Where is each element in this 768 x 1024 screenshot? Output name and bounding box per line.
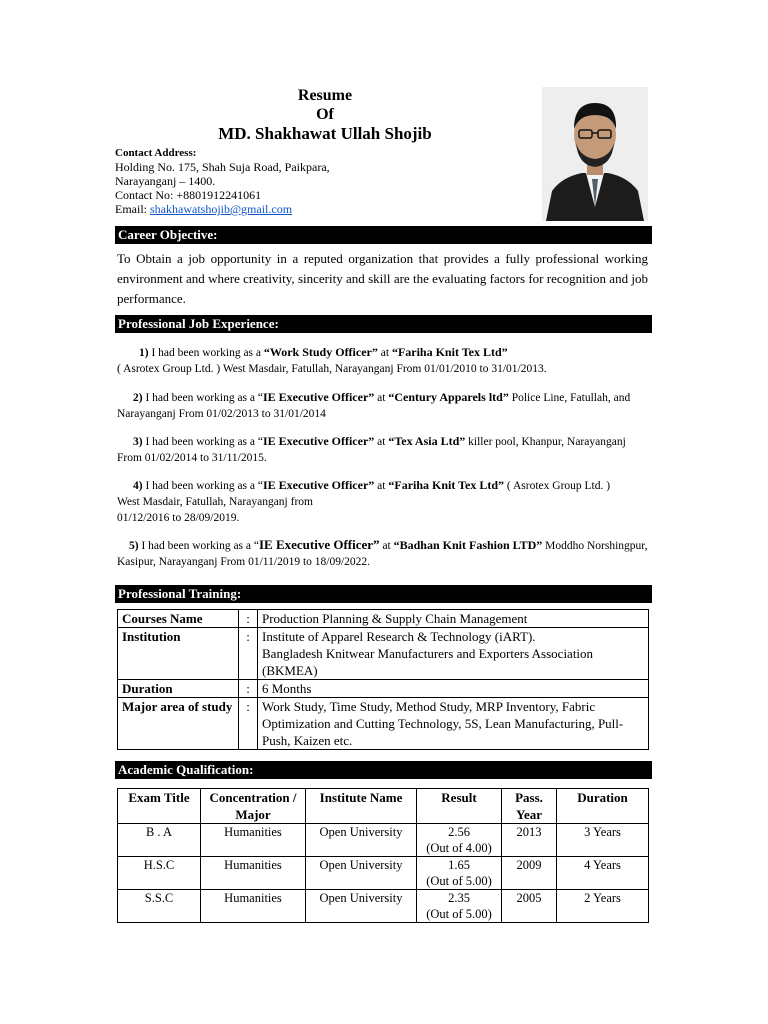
- job-details: ( Asrotex Group Ltd. ) West Masdair, Fatullah, Narayanganj from: [117, 480, 611, 508]
- job-role: IE Executive Officer”: [262, 478, 375, 492]
- job-entry-4: 4) I had been working as a “IE Executive Officer” at “Fariha Knit Tex Ltd” ( Asrotex Group Ltd. ) West Masdair, Fatullah, Narayanganj from 01/12/2016 to 28/09/2019.: [117, 478, 611, 524]
- exam-title: B . A: [118, 824, 201, 857]
- person-photo-icon: [542, 87, 648, 221]
- candidate-name: MD. Shakhawat Ullah Shojib: [218, 124, 432, 143]
- duration: 3 Years: [557, 824, 649, 857]
- job-details: Moddho Norshingpur, Kasipur, Narayanganj From 01/11/2019 to 18/09/2022.: [117, 540, 648, 568]
- training-key: Major area of study: [118, 698, 239, 750]
- training-value: Institute of Apparel Research & Technology (iART). Bangladesh Knitwear Manufacturers and Exporters Association (BKMEA): [258, 628, 649, 680]
- address-line-2: Narayanganj – 1400.: [115, 174, 216, 188]
- training-colon: :: [239, 698, 258, 750]
- job-details: killer pool, Khanpur, Narayanganj From 01/02/2014 to 31/11/2015.: [117, 436, 626, 464]
- training-value: Production Planning & Supply Chain Management: [258, 610, 649, 628]
- job-details: ( Asrotex Group Ltd. ) West Masdair, Fatullah, Narayanganj From 01/01/2010 to 31/01/2013.: [117, 363, 547, 375]
- column-header: Concentration / Major: [201, 789, 306, 824]
- result: 2.56 (Out of 4.00): [417, 824, 502, 857]
- academic-table: [117, 788, 649, 923]
- job-entry-3: 3) I had been working as a “IE Executive Officer” at “Tex Asia Ltd” killer pool, Khanpur, Narayanganj From 01/02/2014 to 31/11/2015.: [117, 434, 626, 464]
- job-company: “Badhan Knit Fashion LTD”: [393, 538, 543, 552]
- institute-name: Open University: [306, 890, 417, 923]
- email-link[interactable]: shakhawatshojib@gmail.com: [150, 202, 293, 216]
- job-number: 1): [139, 347, 149, 359]
- table-row: [118, 610, 649, 628]
- phone-number: Contact No: +8801912241061: [115, 188, 262, 202]
- job-number: 4): [133, 480, 143, 492]
- concentration: Humanities: [201, 890, 306, 923]
- institute-name: Open University: [306, 824, 417, 857]
- table-row: [118, 698, 649, 750]
- table-row: [118, 628, 649, 680]
- column-header: Duration: [557, 789, 649, 824]
- job-number: 2): [133, 392, 143, 404]
- profile-photo: [542, 87, 648, 221]
- column-header: Result: [417, 789, 502, 824]
- career-objective-text: To Obtain a job opportunity in a reputed organization that provides a fully professional working environment and where creativity, sincerity and skill are the evaluating factors for recognition and job performance.: [117, 251, 648, 306]
- resume-header: [115, 86, 535, 216]
- address-line-1: Holding No. 175, Shah Suja Road, Paikpara,: [115, 160, 330, 174]
- job-number: 3): [133, 436, 143, 448]
- table-row: [118, 857, 649, 890]
- column-header: Exam Title: [118, 789, 201, 824]
- job-role: IE Executive Officer”: [262, 434, 375, 448]
- academic-heading: Academic Qualification:: [115, 761, 652, 779]
- training-value: Work Study, Time Study, Method Study, MRP Inventory, Fabric Optimization and Cutting Technology, 5S, Lean Manufacturing, Pull- Push, Kaizen etc.: [258, 698, 649, 750]
- column-header: Pass. Year: [502, 789, 557, 824]
- job-dates: 01/12/2016 to 28/09/2019.: [117, 512, 240, 524]
- contact-label: Contact Address:: [115, 147, 197, 159]
- duration: 2 Years: [557, 890, 649, 923]
- training-table: [117, 609, 649, 750]
- pass-year: 2005: [502, 890, 557, 923]
- job-role: IE Executive Officer”: [262, 390, 375, 404]
- job-company: “Century Apparels ltd”: [388, 390, 509, 404]
- institute-name: Open University: [306, 857, 417, 890]
- job-entry-1: 1) I had been working as a “Work Study Officer” at “Fariha Knit Tex Ltd” ( Asrotex Group Ltd. ) West Masdair, Fatullah, Narayanganj From 01/01/2010 to 31/01/2013.: [117, 345, 547, 375]
- experience-heading: Professional Job Experience:: [115, 315, 652, 333]
- table-header-row: [118, 789, 649, 824]
- job-details: Police Line, Fatullah, and Narayanganj From 01/02/2013 to 31/01/2014: [117, 392, 631, 420]
- table-row: [118, 680, 649, 698]
- training-value: 6 Months: [258, 680, 649, 698]
- training-key: Duration: [118, 680, 239, 698]
- training-colon: :: [239, 680, 258, 698]
- result: 1.65 (Out of 5.00): [417, 857, 502, 890]
- job-entry-2: 2) I had been working as a “IE Executive Officer” at “Century Apparels ltd” Police Line, Fatullah, and Narayanganj From 01/02/2013 to 31/01/2014: [117, 390, 631, 420]
- job-role: “Work Study Officer”: [263, 345, 378, 359]
- title-of: Of: [316, 106, 334, 123]
- job-role: IE Executive Officer”: [258, 537, 380, 552]
- career-objective-heading: Career Objective:: [115, 226, 652, 244]
- title-resume: Resume: [297, 87, 353, 104]
- training-colon: :: [239, 610, 258, 628]
- email-label: Email:: [115, 202, 150, 216]
- concentration: Humanities: [201, 857, 306, 890]
- pass-year: 2013: [502, 824, 557, 857]
- job-company: “Fariha Knit Tex Ltd”: [388, 478, 505, 492]
- training-heading: Professional Training:: [115, 585, 652, 603]
- result: 2.35 (Out of 5.00): [417, 890, 502, 923]
- duration: 4 Years: [557, 857, 649, 890]
- exam-title: H.S.C: [118, 857, 201, 890]
- pass-year: 2009: [502, 857, 557, 890]
- exam-title: S.S.C: [118, 890, 201, 923]
- job-entry-5: 5) I had been working as a “IE Executive Officer” at “Badhan Knit Fashion LTD” Moddho Norshingpur, Kasipur, Narayanganj From 01/11/2019 to 18/09/2022.: [117, 537, 648, 568]
- table-row: [118, 824, 649, 857]
- table-row: [118, 890, 649, 923]
- training-key: Courses Name: [118, 610, 239, 628]
- training-key: Institution: [118, 628, 239, 680]
- job-company: “Fariha Knit Tex Ltd”: [391, 345, 508, 359]
- email-line: [115, 202, 535, 216]
- training-colon: :: [239, 628, 258, 680]
- job-company: “Tex Asia Ltd”: [388, 434, 466, 448]
- column-header: Institute Name: [306, 789, 417, 824]
- job-number: 5): [129, 540, 139, 552]
- concentration: Humanities: [201, 824, 306, 857]
- contact-block: [115, 146, 535, 216]
